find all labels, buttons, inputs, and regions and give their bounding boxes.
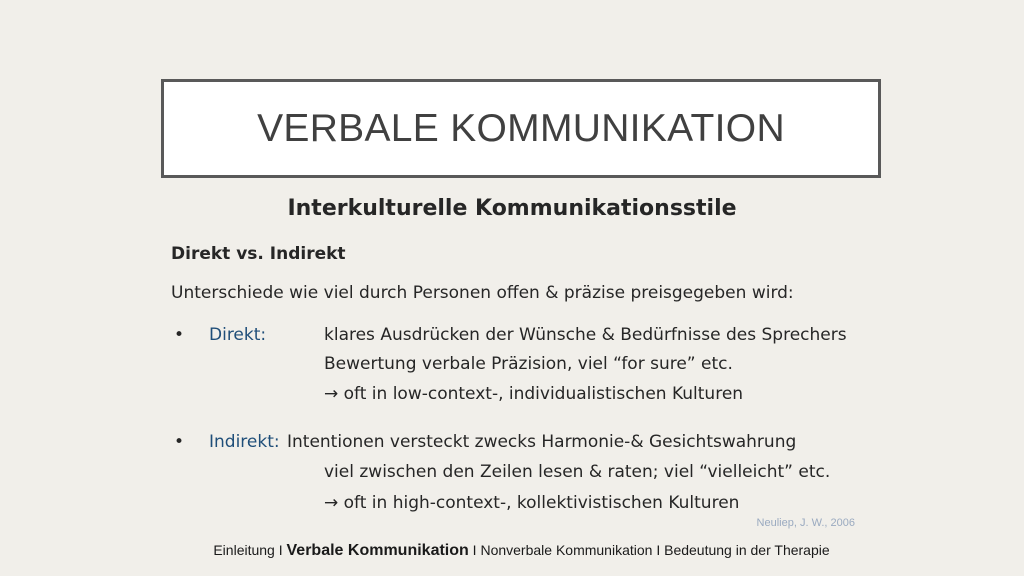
footer-item-nonverbale-kommunikation[interactable]: Nonverbale Kommunikation [480, 542, 653, 558]
term-direkt: Direkt: [209, 325, 267, 345]
indirekt-line-1: Intentionen versteckt zwecks Harmonie-& Gesichtswahrung [287, 432, 797, 452]
footer-item-einleitung[interactable]: Einleitung [213, 542, 275, 558]
direkt-line-3: → oft in low-context-, individualistischen Kulturen [324, 384, 744, 404]
footer-nav [0, 542, 1024, 560]
direkt-line-1: klares Ausdrücken der Wünsche & Bedürfnisse des Sprechers [324, 325, 847, 345]
indirekt-line-2: viel zwischen den Zeilen lesen & raten; viel “vielleicht” etc. [324, 462, 831, 482]
term-indirekt: Indirekt: [209, 432, 280, 452]
citation: Neuliep, J. W., 2006 [756, 517, 855, 529]
bullet-icon: • [174, 325, 185, 345]
direkt-line-2: Bewertung verbale Präzision, viel “for sure” etc. [324, 354, 733, 374]
slide-title: VERBALE KOMMUNIKATION [257, 106, 785, 150]
slide-subtitle: Interkulturelle Kommunikationsstile [287, 196, 737, 221]
indirekt-line-3: → oft in high-context-, kollektivistischen Kulturen [324, 493, 740, 513]
footer-item-bedeutung-therapie[interactable]: Bedeutung in der Therapie [664, 542, 830, 558]
title-box [161, 79, 881, 178]
footer-separator: I [274, 542, 287, 558]
footer-item-verbale-kommunikation[interactable]: Verbale Kommunikation [286, 542, 469, 559]
section-heading: Direkt vs. Indirekt [171, 244, 346, 264]
footer-separator: I [652, 542, 665, 558]
intro-text: Unterschiede wie viel durch Personen offen & präzise preisgegeben wird: [171, 283, 794, 303]
footer-separator: I [468, 542, 481, 558]
bullet-icon: • [174, 432, 185, 452]
